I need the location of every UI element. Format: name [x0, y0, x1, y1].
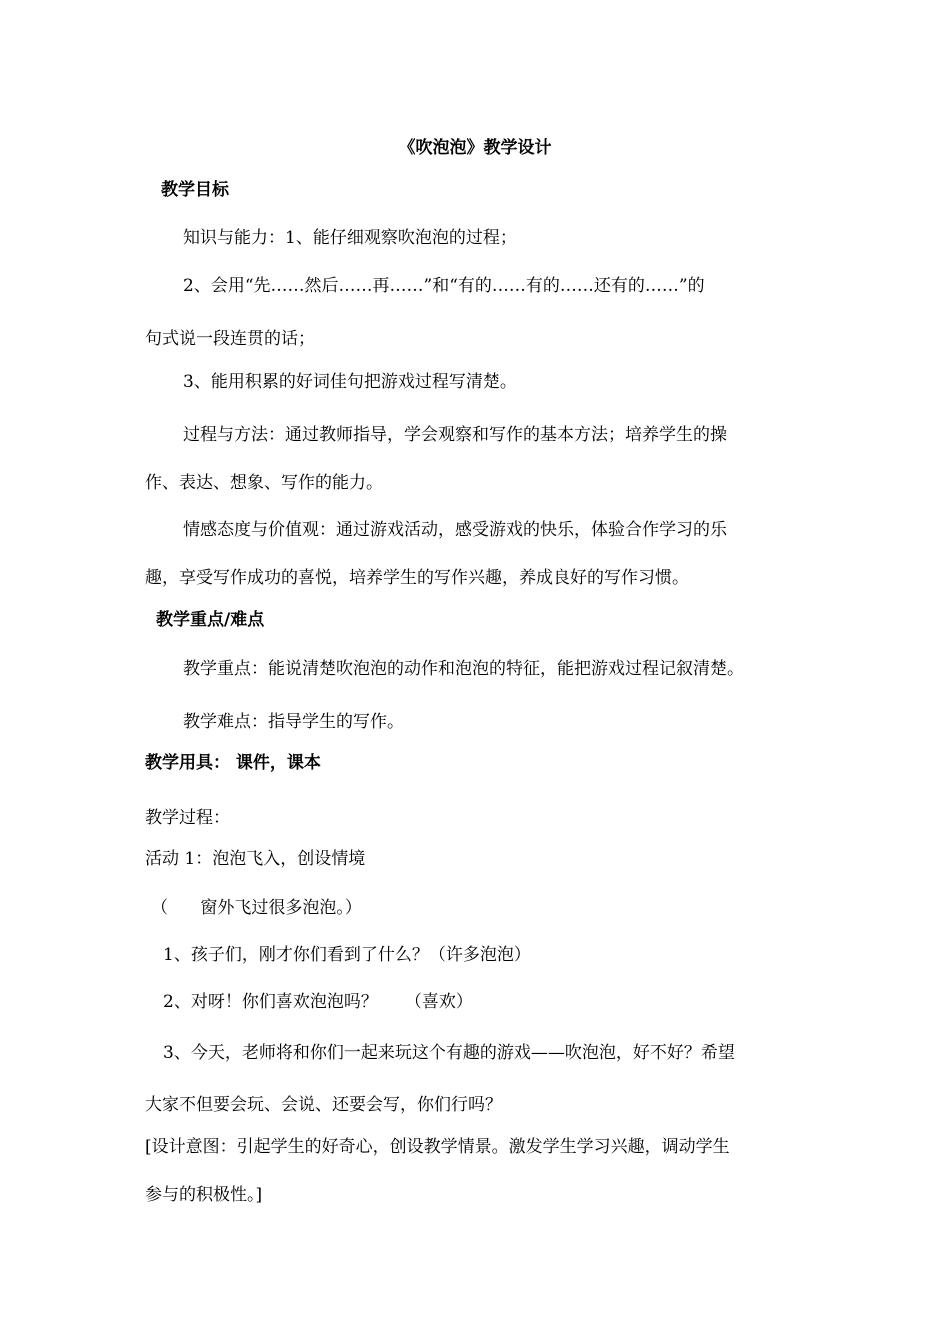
design-intent-line2: 参与的积极性。] [145, 1185, 263, 1205]
goal-process-line2: 作、表达、想象、写作的能力。 [145, 473, 383, 493]
key-point-focus: 教学重点：能说清楚吹泡泡的动作和泡泡的特征，能把游戏过程记叙清楚。 [183, 659, 744, 679]
tools-line [145, 753, 321, 773]
goal-knowledge-2-line2: 句式说一段连贯的话； [145, 329, 315, 349]
goal-emotion-line1: 情感态度与价值观：通过游戏活动，感受游戏的快乐，体验合作学习的乐 [183, 520, 727, 540]
activity-1-note: （ 窗外飞过很多泡泡。） [151, 898, 362, 918]
question-1: 1、孩子们，刚才你们看到了什么？（许多泡泡） [163, 945, 531, 965]
goal-emotion-line2: 趣，享受写作成功的喜悦，培养学生的写作兴趣，养成良好的写作习惯。 [145, 568, 689, 588]
tools-label: 教学用具： [145, 753, 230, 773]
question-3-line2: 大家不但要会玩、会说、还要会写，你们行吗？ [145, 1095, 502, 1115]
process-heading: 教学过程： [145, 808, 230, 828]
key-point-difficulty: 教学难点：指导学生的写作。 [183, 712, 404, 732]
section-heading-goals: 教学目标 [161, 180, 229, 200]
activity-1-title: 活动 1：泡泡飞入，创设情境 [145, 849, 366, 869]
section-heading-key-points: 教学重点/难点 [156, 610, 265, 630]
goal-knowledge-3: 3、能用积累的好词佳句把游戏过程写清楚。 [183, 372, 517, 392]
design-intent-line1: [设计意图：引起学生的好奇心，创设教学情景。激发学生学习兴趣，调动学生 [145, 1137, 730, 1157]
page-title: 《吹泡泡》教学设计 [398, 138, 552, 158]
tools-value: 课件，课本 [235, 753, 321, 773]
goal-knowledge-1: 知识与能力：1、能仔细观察吹泡泡的过程； [183, 228, 517, 248]
question-3-line1: 3、今天，老师将和你们一起来玩这个有趣的游戏——吹泡泡，好不好？希望 [163, 1043, 735, 1063]
goal-knowledge-2-line1: 2、会用“先……然后……再……”和“有的……有的……还有的……”的 [183, 276, 705, 296]
goal-process-line1: 过程与方法：通过教师指导，学会观察和写作的基本方法；培养学生的操 [183, 425, 727, 445]
question-2: 2、对呀！你们喜欢泡泡吗？ （喜欢） [163, 992, 473, 1012]
